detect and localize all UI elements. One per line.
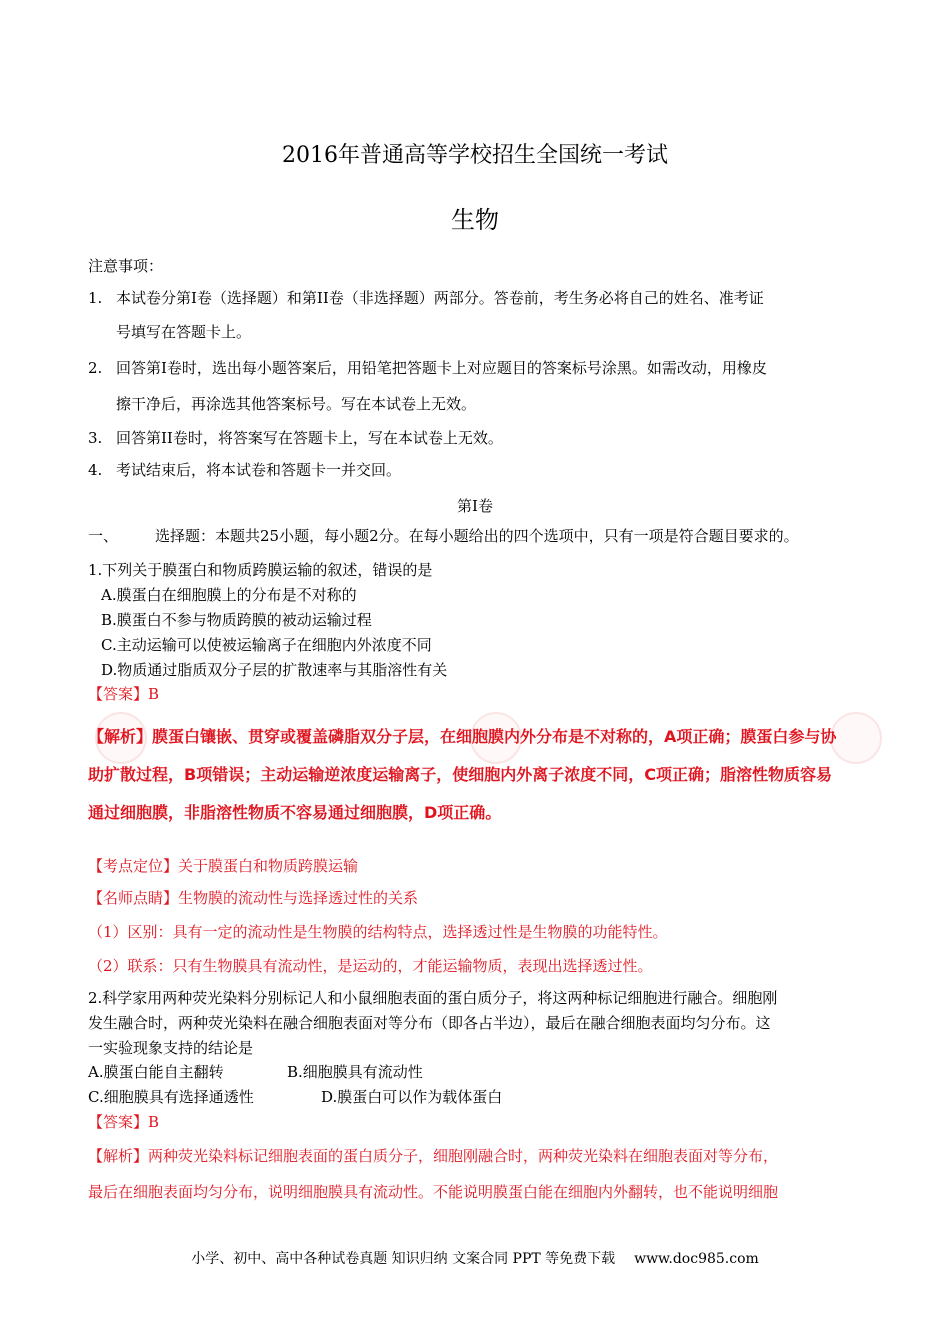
part-number: 一、 [88,527,119,545]
q1-analysis-line-1: 【解析】膜蛋白镶嵌、贯穿或覆盖磷脂双分子层，在细胞膜内外分布是不对称的，A项正确；膜蛋白参与协 [88,727,837,746]
footer-site-link[interactable]: www.doc985.com [634,1251,759,1267]
q2-stem-line-3: 一实验现象支持的结论是 [88,1039,254,1057]
page-footer [0,1248,950,1268]
part-instructions: 选择题：本题共25小题，每小题2分。在每小题给出的四个选项中，只有一项是符合题目要求的。 [155,527,799,545]
q2-stem-line-1: 2.科学家用两种荧光染料分别标记人和小鼠细胞表面的蛋白质分子，将这两种标记细胞进行融合。细胞刚 [88,989,778,1007]
q1-option-a: A.膜蛋白在细胞膜上的分布是不对称的 [101,586,357,604]
notice-item-2-cont: 擦干净后，再涂选其他答案标号。写在本试卷上无效。 [116,395,477,413]
q1-mingshi: 【名师点睛】生物膜的流动性与选择透过性的关系 [88,889,419,907]
q1-stem: 1.下列关于膜蛋白和物质跨膜运输的叙述，错误的是 [88,561,433,579]
q1-answer: 【答案】B [88,685,160,703]
q2-option-c: C.细胞膜具有选择通透性 [88,1088,254,1106]
notice-item-4 [88,460,401,480]
q2-analysis-line-2: 最后在细胞表面均匀分布，说明细胞膜具有流动性。不能说明膜蛋白能在细胞内外翻转，也不能说明细胞 [88,1183,779,1201]
footer-text: 小学、初中、高中各种试卷真题 知识归纳 文案合同 PPT 等免费下载 [191,1251,616,1267]
notice-item-2 [88,358,767,378]
subject-title: 生物 [451,206,499,234]
q2-stem-line-2: 发生融合时，两种荧光染料在融合细胞表面对等分布（即各占半边），最后在融合细胞表面均匀分布。这 [88,1014,771,1032]
q1-analysis-line-3: 通过细胞膜，非脂溶性物质不容易通过细胞膜，D项正确。 [88,803,502,822]
notice-item-1-cont: 号填写在答题卡上。 [116,323,252,341]
q1-option-c: C.主动运输可以使被运输离子在细胞内外浓度不同 [101,636,432,654]
q2-option-b: B.细胞膜具有流动性 [287,1063,423,1081]
q2-answer: 【答案】B [88,1113,160,1131]
watermark-seal [830,712,882,764]
q1-kaodian: 【考点定位】关于膜蛋白和物质跨膜运输 [88,857,359,875]
q1-option-d: D.物质通过脂质双分子层的扩散速率与其脂溶性有关 [101,661,448,679]
q1-point-1: （1）区别：具有一定的流动性是生物膜的结构特点，选择透过性是生物膜的功能特性。 [88,923,668,941]
notice-item-text: 考试结束后，将本试卷和答题卡一并交回。 [116,461,402,479]
notice-item-1 [88,288,764,308]
section-title: 第Ⅰ卷 [457,497,493,515]
notice-item-text: 回答第Ⅰ卷时，选出每小题答案后，用铅笔把答题卡上对应题目的答案标号涂黑。如需改动，用橡皮 [116,359,767,377]
exam-title: 2016年普通高等学校招生全国统一考试 [282,143,668,168]
q2-option-d: D.膜蛋白可以作为载体蛋白 [321,1088,503,1106]
q1-analysis-line-2: 助扩散过程，B项错误；主动运输逆浓度运输离子，使细胞内外离子浓度不同，C项正确；脂溶性物质容易 [88,765,832,784]
q1-option-b: B.膜蛋白不参与物质跨膜的被动运输过程 [101,611,372,629]
notice-item-number: 1. [88,289,103,307]
q1-point-2: （2）联系：只有生物膜具有流动性，是运动的，才能运输物质，表现出选择透过性。 [88,957,653,975]
notice-heading: 注意事项： [88,257,164,275]
notice-item-text: 本试卷分第Ⅰ卷（选择题）和第II卷（非选择题）两部分。答卷前，考生务必将自己的姓名、准考证 [116,289,764,307]
q2-analysis-line-1: 【解析】两种荧光染料标记细胞表面的蛋白质分子，细胞刚融合时，两种荧光染料在细胞表面对等分布， [88,1147,779,1165]
q2-option-a: A.膜蛋白能自主翻转 [88,1063,224,1081]
notice-item-number: 3. [88,429,103,447]
notice-item-3 [88,428,503,448]
notice-item-number: 4. [88,461,103,479]
notice-item-text: 回答第II卷时，将答案写在答题卡上，写在本试卷上无效。 [116,429,503,447]
notice-item-number: 2. [88,359,103,377]
